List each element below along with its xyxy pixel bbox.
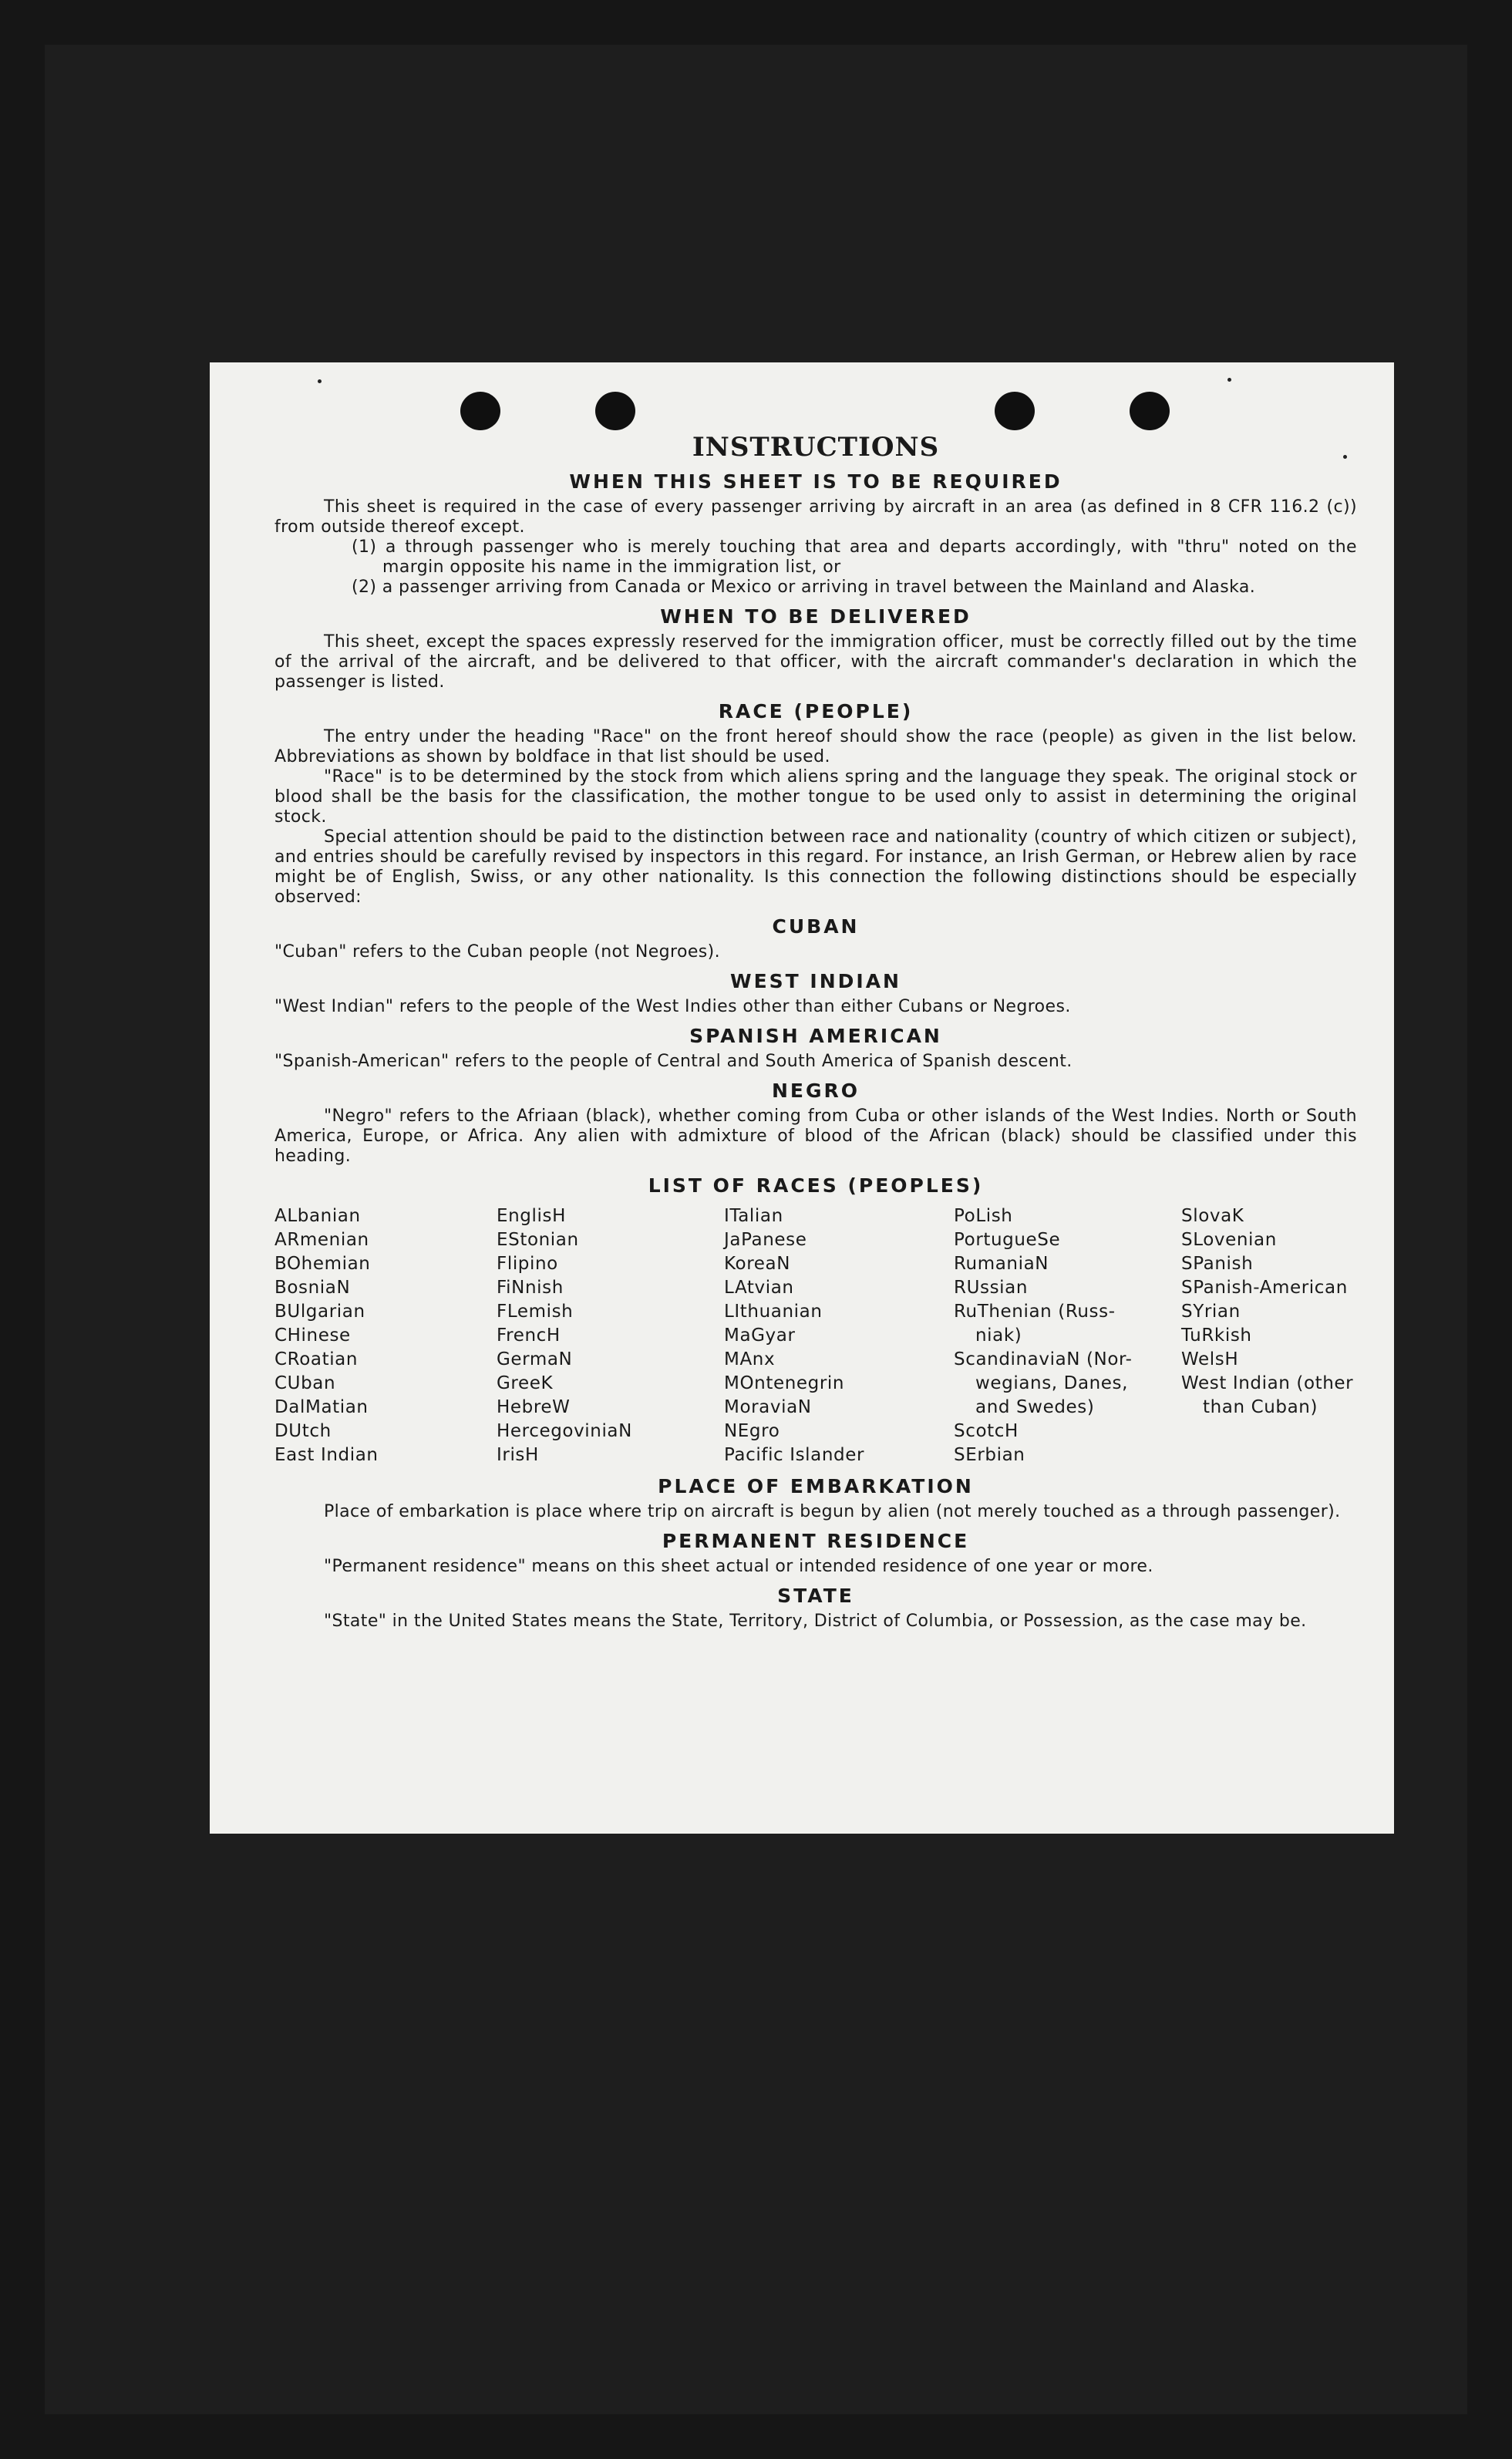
speck xyxy=(318,379,322,383)
instruction-sheet xyxy=(210,362,1394,1834)
race-item: TuRkish xyxy=(1181,1326,1252,1346)
race-item: RuThenian (Russ- xyxy=(954,1302,1116,1322)
race-paragraph-3: Special attention should be paid to the distinction between race and nationality (country of which citizen or subject), and entries should be carefully revised by inspectors in this regard. For instance, an Irish German, or Hebrew alien by race might be of English, Swiss, or any other nationality. Is this connection the following distinctions should be especially observed: xyxy=(274,827,1357,907)
race-item: PortugueSe xyxy=(954,1230,1061,1250)
race-item: SLovenian xyxy=(1181,1230,1277,1250)
race-item: MAnx xyxy=(724,1349,776,1369)
section-heading-required: WHEN THIS SHEET IS TO BE REQUIRED xyxy=(569,470,1062,493)
race-item: HebreW xyxy=(497,1397,571,1417)
race-item: FiNnish xyxy=(497,1278,564,1298)
races-column-5 xyxy=(1181,1204,1382,1467)
page-title: INSTRUCTIONS xyxy=(692,432,940,463)
section-heading-embarkation: PLACE OF EMBARKATION xyxy=(658,1475,974,1497)
race-item: BOhemian xyxy=(274,1254,371,1274)
race-item: MoraviaN xyxy=(724,1397,812,1417)
race-item: East Indian xyxy=(274,1445,379,1465)
section-heading-state: STATE xyxy=(777,1585,854,1607)
required-item-1: (1) a through passenger who is merely touching that area and departs accordingly, with "thru" noted on the margin opposite his name in the immigration list, or xyxy=(352,537,1357,577)
delivered-text: This sheet, except the spaces expressly reserved for the immigration officer, must be correctly filled out by the time of the arrival of the aircraft, and be delivered to that officer, with the aircraft commander's declaration in which the passenger is listed. xyxy=(274,632,1357,692)
race-item: LIthuanian xyxy=(724,1302,823,1322)
race-item: SlovaK xyxy=(1181,1206,1244,1226)
race-item: CUban xyxy=(274,1373,336,1393)
race-item: JaPanese xyxy=(724,1230,807,1250)
race-item: SPanish xyxy=(1181,1254,1254,1274)
race-item: DUtch xyxy=(274,1421,332,1441)
race-item: West Indian (other xyxy=(1181,1373,1354,1393)
race-item: and Swedes) xyxy=(975,1397,1095,1417)
races-column-4 xyxy=(954,1204,1181,1467)
cuban-text: "Cuban" refers to the Cuban people (not Negroes). xyxy=(274,942,720,962)
spanish-american-text: "Spanish-American" refers to the people of Central and South America of Spanish descent. xyxy=(274,1052,1073,1071)
race-item: SYrian xyxy=(1181,1302,1241,1322)
race-item: CRoatian xyxy=(274,1349,359,1369)
race-item: niak) xyxy=(975,1326,1022,1346)
state-text: "State" in the United States means the State, Territory, District of Columbia, or Possession, as the case may be. xyxy=(324,1612,1307,1631)
race-item: ScotcH xyxy=(954,1421,1019,1441)
section-heading-race: RACE (PEOPLE) xyxy=(718,700,914,723)
race-item: LAtvian xyxy=(724,1278,794,1298)
speck xyxy=(1227,378,1231,382)
race-item: ALbanian xyxy=(274,1206,361,1226)
race-item: MOntenegrin xyxy=(724,1373,845,1393)
race-item: FLemish xyxy=(497,1302,574,1322)
races-column-1 xyxy=(274,1204,497,1467)
embarkation-text: Place of embarkation is place where trip on aircraft is begun by alien (not merely touched as a through passenger). xyxy=(324,1502,1341,1521)
punch-hole xyxy=(460,392,500,430)
races-list xyxy=(274,1204,1357,1467)
race-item: EStonian xyxy=(497,1230,579,1250)
punch-hole xyxy=(595,392,635,430)
race-item: KoreaN xyxy=(724,1254,791,1274)
race-item: NEgro xyxy=(724,1421,780,1441)
speck xyxy=(1343,455,1347,459)
race-item: EnglisH xyxy=(497,1206,566,1226)
race-item: BosniaN xyxy=(274,1278,351,1298)
race-paragraph-2: "Race" is to be determined by the stock from which aliens spring and the language they speak. The original stock or blood shall be the basis for the classification, the mother tongue to be used only to assist in determining the original stock. xyxy=(274,767,1357,827)
required-item-2: (2) a passenger arriving from Canada or Mexico or arriving in travel between the Mainland and Alaska. xyxy=(352,578,1256,597)
negro-text: "Negro" refers to the Afriaan (black), whether coming from Cuba or other islands of the West Indies. North or South America, Europe, or Africa. Any alien with admixture of blood of the African (black) should be classified under this heading. xyxy=(274,1107,1357,1166)
race-item: RumaniaN xyxy=(954,1254,1049,1274)
section-heading-negro: NEGRO xyxy=(771,1080,860,1102)
race-item: SPanish-American xyxy=(1181,1278,1348,1298)
required-intro: This sheet is required in the case of every passenger arriving by aircraft in an area (as defined in 8 CFR 116.2 (c)) from outside thereof except. xyxy=(274,497,1357,537)
race-item: PoLish xyxy=(954,1206,1013,1226)
race-item: wegians, Danes, xyxy=(975,1373,1129,1393)
race-item: BUlgarian xyxy=(274,1302,365,1322)
west-indian-text: "West Indian" refers to the people of the West Indies other than either Cubans or Negroes. xyxy=(274,997,1071,1016)
race-item: IrisH xyxy=(497,1445,539,1465)
punch-hole xyxy=(995,392,1035,430)
races-column-2 xyxy=(497,1204,724,1467)
race-item: than Cuban) xyxy=(1203,1397,1318,1417)
race-item: WelsH xyxy=(1181,1349,1239,1369)
race-item: HercegoviniaN xyxy=(497,1421,632,1441)
race-item: CHinese xyxy=(274,1326,351,1346)
race-item: DalMatian xyxy=(274,1397,369,1417)
section-heading-races-list: LIST OF RACES (PEOPLES) xyxy=(648,1174,984,1197)
section-heading-west-indian: WEST INDIAN xyxy=(730,970,901,992)
race-item: GermaN xyxy=(497,1349,573,1369)
section-heading-residence: PERMANENT RESIDENCE xyxy=(662,1530,970,1552)
race-item: ARmenian xyxy=(274,1230,369,1250)
races-column-3 xyxy=(724,1204,954,1467)
race-item: MaGyar xyxy=(724,1326,796,1346)
residence-text: "Permanent residence" means on this sheet actual or intended residence of one year or more. xyxy=(324,1557,1153,1576)
race-item: FrencH xyxy=(497,1326,561,1346)
race-item: GreeK xyxy=(497,1373,554,1393)
race-item: Flipino xyxy=(497,1254,558,1274)
section-heading-delivered: WHEN TO BE DELIVERED xyxy=(660,605,972,628)
race-item: Pacific Islander xyxy=(724,1445,865,1465)
section-heading-spanish-american: SPANISH AMERICAN xyxy=(689,1025,942,1047)
race-item: ScandinaviaN (Nor- xyxy=(954,1349,1133,1369)
race-paragraph-1: The entry under the heading "Race" on the front hereof should show the race (people) as given in the list below. Abbreviations as shown by boldface in that list should be used. xyxy=(274,727,1357,766)
section-heading-cuban: CUBAN xyxy=(772,915,860,938)
race-item: RUssian xyxy=(954,1278,1029,1298)
race-item: SErbian xyxy=(954,1445,1025,1465)
punch-hole xyxy=(1130,392,1170,430)
race-item: ITalian xyxy=(724,1206,783,1226)
